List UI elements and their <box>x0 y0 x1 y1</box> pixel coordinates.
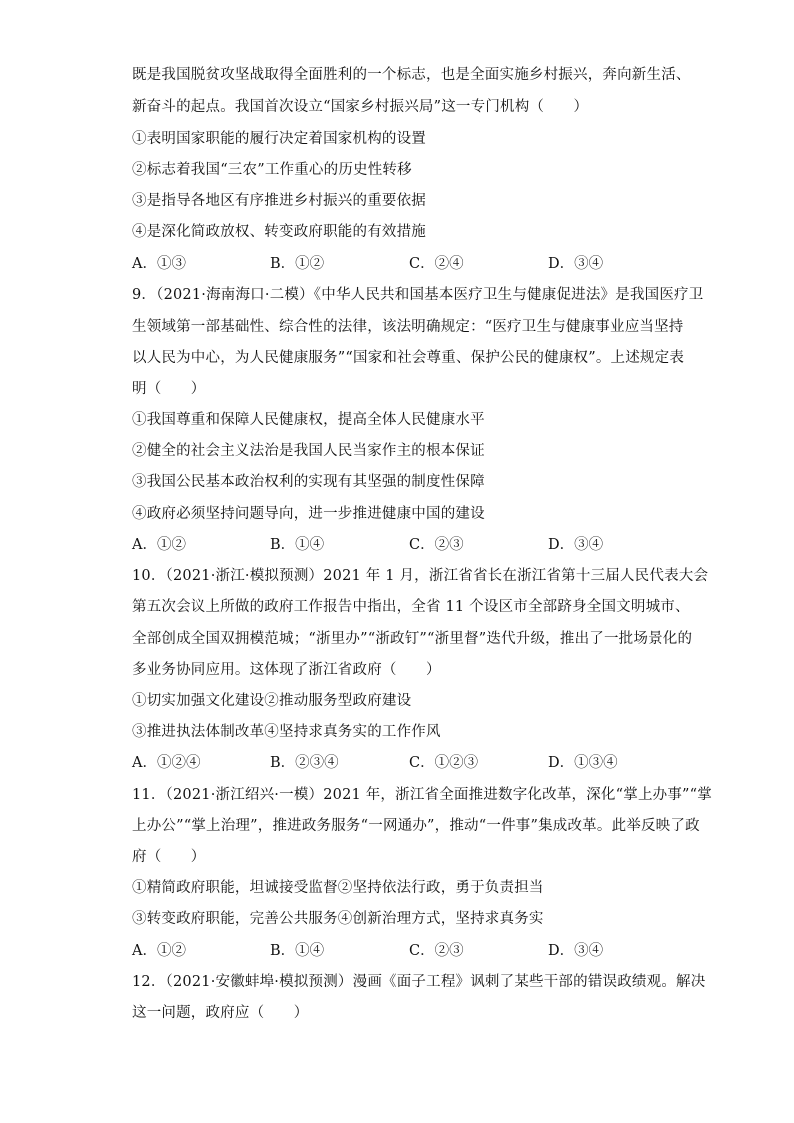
q10-stem-line-1: 10．（2021·浙江·模拟预测）2021 年 1 月，浙江省省长在浙江省第十三届人民代表大会 <box>132 568 709 584</box>
q12-stem-line-2: 这一问题，政府应（ ） <box>132 1005 309 1021</box>
q9-statement-4: ④政府必须坚持问题导向，进一步推进健康中国的建设 <box>132 506 485 522</box>
q9-statement-1: ①我国尊重和保障人民健康权，提高全体人民健康水平 <box>132 412 485 428</box>
q11-stem-line-1: 11．（2021·浙江绍兴·一模）2021 年，浙江省全面推进数字化改革，深化“掌上办事”“掌 <box>132 787 712 803</box>
q9-stem-line-3: 以人民为中心，为人民健康服务”“国家和社会尊重、保护公民的健康权”。上述规定表 <box>132 350 685 366</box>
q10-statement-1: ①切实加强文化建设②推动服务型政府建设 <box>132 693 412 709</box>
q11-stem-line-3: 府（ ） <box>132 849 206 865</box>
q8-options <box>132 253 692 275</box>
q10-statement-2: ③推进执法体制改革④坚持求真务实的工作作风 <box>132 724 441 740</box>
q11-options <box>132 940 692 962</box>
q10-option-d[interactable]: D．①③④ <box>548 755 618 771</box>
q11-option-b[interactable]: B．①④ <box>270 943 325 959</box>
q9-statement-3: ③我国公民基本政治权利的实现有其坚强的制度性保障 <box>132 474 485 490</box>
q8-stem-line-2: 新奋斗的起点。我国首次设立“国家乡村振兴局”这一专门机构（ ） <box>132 99 589 115</box>
q9-statement-2: ②健全的社会主义法治是我国人民当家作主的根本保证 <box>132 443 485 459</box>
q9-options <box>132 534 692 556</box>
q11-statement-1: ①精简政府职能，坦诚接受监督②坚持依法行政，勇于负责担当 <box>132 880 544 896</box>
q11-stem-line-2: 上办公”“掌上治理”，推进政务服务“一网通办”，推动“一件事”集成改革。此举反映了政 <box>132 818 700 834</box>
q9-option-b[interactable]: B．①④ <box>270 537 325 553</box>
q8-option-a[interactable]: A．①③ <box>132 256 186 272</box>
q8-statement-4: ④是深化简政放权、转变政府职能的有效措施 <box>132 224 426 240</box>
q9-option-d[interactable]: D．③④ <box>548 537 604 553</box>
q8-statement-3: ③是指导各地区有序推进乡村振兴的重要依据 <box>132 193 426 209</box>
q9-option-a[interactable]: A．①② <box>132 537 186 553</box>
q9-stem-line-2: 生领域第一部基础性、综合性的法律，该法明确规定：“医疗卫生与健康事业应当坚持 <box>132 319 684 335</box>
q10-option-c[interactable]: C．①②③ <box>409 755 479 771</box>
q11-option-a[interactable]: A．①② <box>132 943 186 959</box>
q10-stem-line-4: 多业务协同应用。这体现了浙江省政府（ ） <box>132 662 441 678</box>
q10-option-b[interactable]: B．②③④ <box>270 755 339 771</box>
q8-option-b[interactable]: B．①② <box>270 256 325 272</box>
q11-option-c[interactable]: C．②③ <box>409 943 464 959</box>
q8-statement-1: ①表明国家职能的履行决定着国家机构的设置 <box>132 131 426 147</box>
q8-option-d[interactable]: D．③④ <box>548 256 604 272</box>
q11-option-d[interactable]: D．③④ <box>548 943 604 959</box>
q12-stem-line-1: 12．（2021·安徽蚌埠·模拟预测）漫画《面子工程》讽刺了某些干部的错误政绩观。解决 <box>132 974 706 990</box>
q10-stem-line-3: 全部创成全国双拥模范城；“浙里办”“浙政钉”“浙里督”迭代升级，推出了一批场景化的 <box>132 631 693 647</box>
q8-option-c[interactable]: C．②④ <box>409 256 464 272</box>
q10-stem-line-2: 第五次会议上所做的政府工作报告中指出，全省 11 个设区市全部跻身全国文明城市、 <box>132 599 690 615</box>
q10-option-a[interactable]: A．①②④ <box>132 755 201 771</box>
q9-stem-line-4: 明（ ） <box>132 381 206 397</box>
q10-options <box>132 752 692 774</box>
q11-statement-2: ③转变政府职能，完善公共服务④创新治理方式，坚持求真务实 <box>132 911 544 927</box>
q8-stem-line-1: 既是我国脱贫攻坚战取得全面胜利的一个标志，也是全面实施乡村振兴，奔向新生活、 <box>132 67 691 83</box>
q8-statement-2: ②标志着我国“三农”工作重心的历史性转移 <box>132 162 412 178</box>
q9-option-c[interactable]: C．②③ <box>409 537 464 553</box>
q9-stem-line-1: 9．（2021·海南海口·二模）《中华人民共和国基本医疗卫生与健康促进法》是我国医疗卫 <box>132 287 704 303</box>
